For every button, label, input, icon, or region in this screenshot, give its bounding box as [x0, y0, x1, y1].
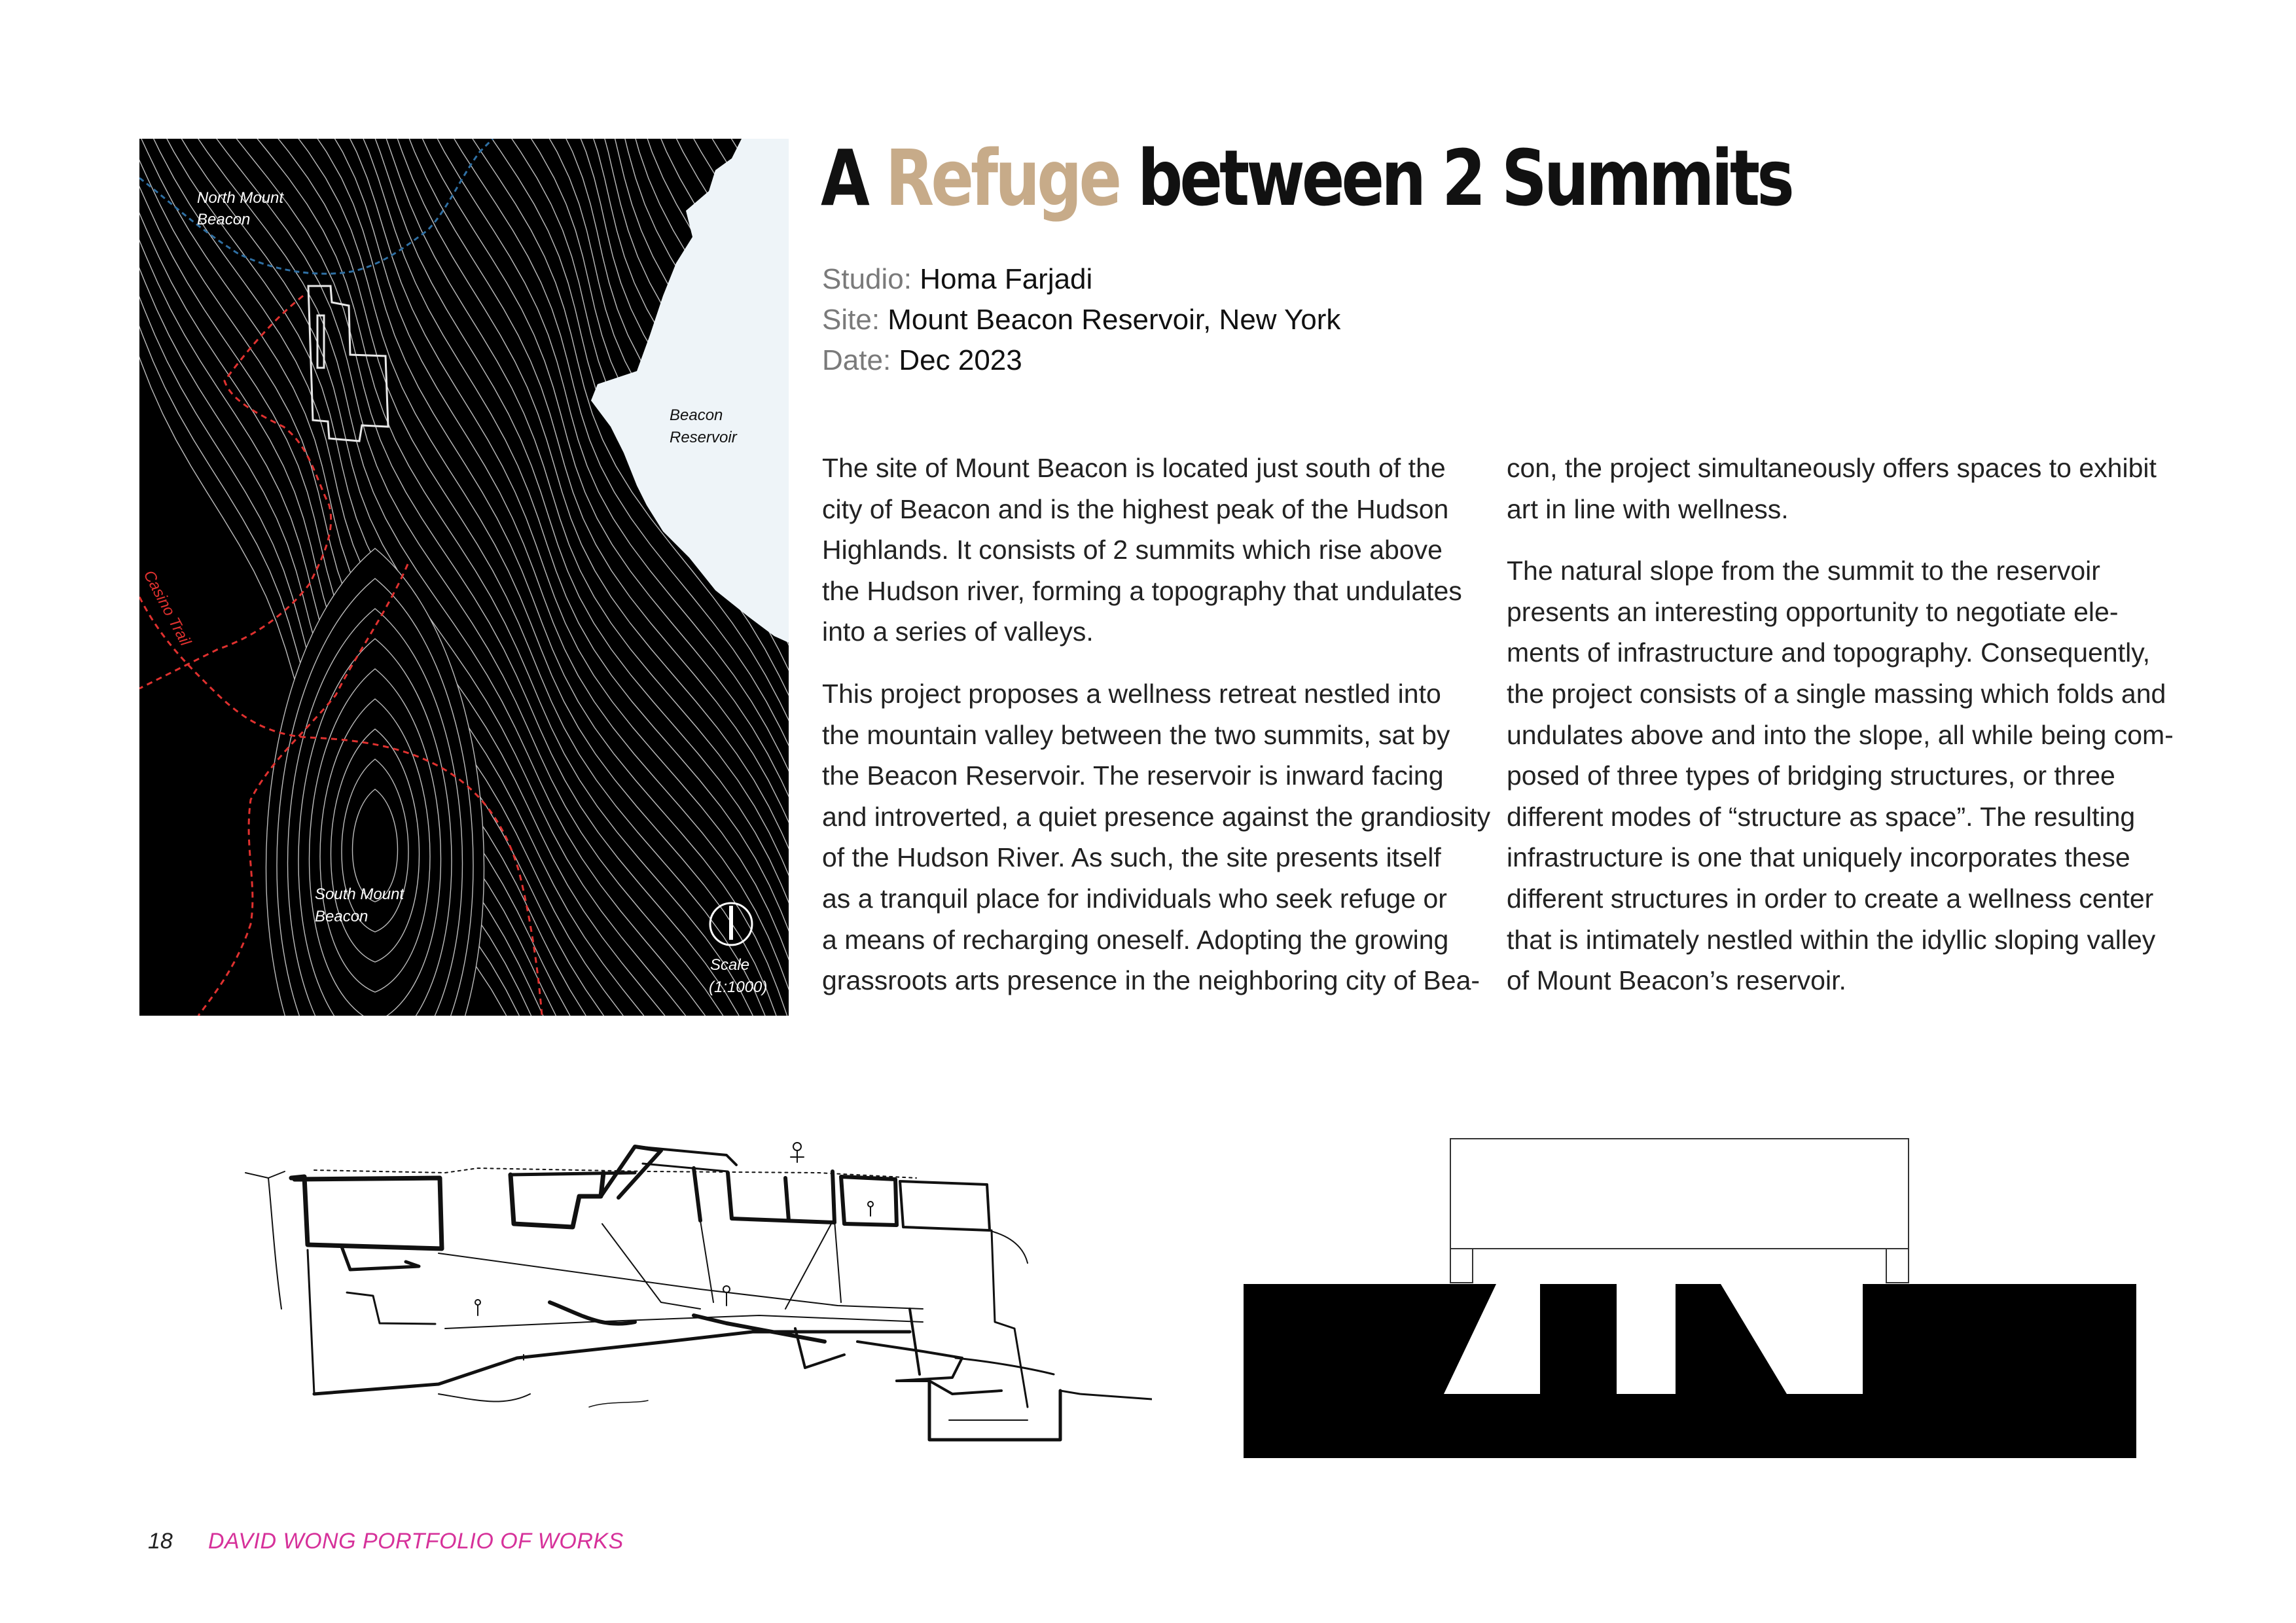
section-sketch	[242, 1132, 1152, 1472]
text-line: into a series of valleys.	[822, 616, 1094, 647]
scale-label-line1: Scale	[710, 956, 750, 974]
text-line: different structures in order to create a wellness center	[1507, 883, 2154, 914]
text-line: different modes of “structure as space”. The resulting	[1507, 801, 2136, 832]
body-column-left	[822, 448, 1491, 1022]
meta-studio-key: Studio:	[822, 263, 920, 295]
text-line: Highlands. It consists of 2 summits which rise above	[822, 535, 1443, 565]
title-prefix: A	[821, 133, 886, 223]
page-number: 18	[148, 1529, 173, 1554]
upper-volume	[1450, 1139, 1909, 1249]
paragraph	[1507, 550, 2174, 1001]
text-line: The site of Mount Beacon is located just south of the	[822, 453, 1446, 483]
text-line: as a tranquil place for individuals who seek refuge or	[822, 883, 1447, 914]
north-mount-label-line2: Beacon	[197, 211, 251, 228]
south-mount-label-line2: Beacon	[315, 908, 368, 925]
site-map-drawing	[139, 139, 789, 1016]
portfolio-title: DAVID WONG PORTFOLIO OF WORKS	[208, 1529, 624, 1554]
meta-date-key: Date:	[822, 344, 899, 376]
meta-date	[822, 340, 1022, 381]
paragraph	[1507, 448, 2161, 529]
text-line: the Beacon Reservoir. The reservoir is inward facing	[822, 760, 1444, 791]
ground-mass	[1244, 1284, 2136, 1458]
left-support	[1450, 1249, 1473, 1283]
meta-studio-value: Homa Farjadi	[920, 263, 1093, 295]
text-line: that is intimately nestled within the idyllic sloping valley	[1507, 924, 2156, 955]
right-support	[1886, 1249, 1909, 1283]
paragraph	[822, 448, 1477, 652]
text-line: con, the project simultaneously offers spaces to exhibit	[1507, 453, 2157, 483]
body-column-right	[1507, 448, 2174, 1022]
text-line: ments of infrastructure and topography. Consequently,	[1507, 637, 2151, 668]
structure-diagram	[1241, 1132, 2139, 1459]
text-line: of Mount Beacon’s reservoir.	[1507, 965, 1846, 996]
scale-label-line2: (1:1000)	[709, 978, 768, 996]
reservoir-label-line2: Reservoir	[670, 429, 737, 446]
title-suffix: between 2 Summits	[1119, 133, 1791, 223]
title-accent-word: Refuge	[885, 133, 1119, 223]
meta-site	[822, 300, 1340, 340]
text-line: and introverted, a quiet presence against the grandiosity	[822, 801, 1491, 832]
casino-trail-label: Casino Trail	[139, 567, 194, 649]
text-line: a means of recharging oneself. Adopting the growing	[822, 924, 1449, 955]
meta-studio	[822, 259, 1092, 300]
page-title	[821, 126, 1948, 230]
text-line: art in line with wellness.	[1507, 493, 1789, 524]
text-line: The natural slope from the summit to the reservoir	[1507, 556, 2100, 586]
north-mount-label-line1: North Mount	[197, 189, 284, 207]
site-map	[139, 139, 789, 1016]
text-line: the project consists of a single massing which folds and	[1507, 678, 2166, 709]
text-line: This project proposes a wellness retreat nestled into	[822, 678, 1441, 709]
text-line: infrastructure is one that uniquely incorporates these	[1507, 842, 2130, 873]
text-line: city of Beacon and is the highest peak of the Hudson	[822, 493, 1449, 524]
meta-date-value: Dec 2023	[899, 344, 1022, 376]
meta-site-key: Site:	[822, 304, 888, 336]
text-line: the mountain valley between the two summits, sat by	[822, 719, 1450, 750]
text-line: of the Hudson River. As such, the site presents itself	[822, 842, 1441, 873]
meta-site-value: Mount Beacon Reservoir, New York	[888, 304, 1341, 336]
text-line: the Hudson river, forming a topography that undulates	[822, 575, 1462, 606]
south-mount-label-line1: South Mount	[315, 885, 404, 903]
text-line: undulates above and into the slope, all while being com-	[1507, 719, 2174, 750]
paragraph	[822, 673, 1491, 1001]
text-line: grassroots arts presence in the neighboring city of Bea-	[822, 965, 1480, 996]
text-line: posed of three types of bridging structures, or three	[1507, 760, 2115, 791]
reservoir-label-line1: Beacon	[670, 406, 723, 424]
text-line: presents an interesting opportunity to negotiate ele-	[1507, 596, 2119, 627]
